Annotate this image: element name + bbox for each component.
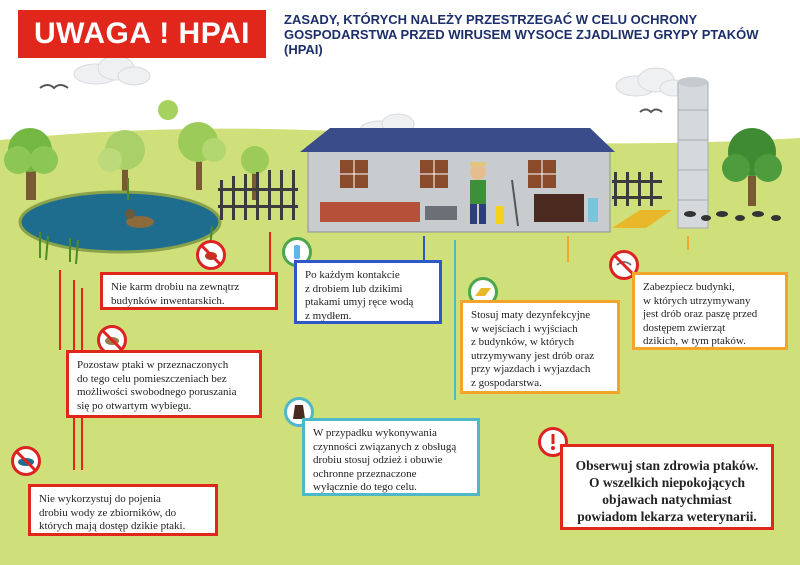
no-wild-water-icon (11, 446, 41, 476)
rule-line: objawach natychmiast (602, 492, 732, 507)
rule-line: z drobiem lub dzikimi (305, 282, 403, 295)
rule-secure-buildings (632, 272, 788, 350)
silo (678, 77, 708, 228)
warning-banner: UWAGA ! HPAI (18, 10, 266, 58)
rule-line: się po otwartym wybiegu. (77, 399, 192, 412)
rule-line: przy wjazdach i wyjazdach (471, 363, 591, 375)
rule-line: W przypadku wykonywania (313, 427, 437, 439)
rule-line: Stosuj maty dezynfekcyjne (471, 309, 591, 321)
rule-line: Nie wykorzystuj do pojenia (39, 493, 161, 505)
rule-wash-hands (294, 260, 442, 324)
rule-line: ptakami umyj ręce wodą (305, 296, 414, 308)
rule-line: dzikich, w tym ptaków. (643, 335, 746, 347)
rule-no-outdoor-feeding (100, 272, 278, 310)
rule-line: dostępem zwierząt (643, 321, 726, 334)
cloud-icon (74, 56, 688, 139)
rule-line: z budynków, w których (471, 336, 575, 348)
rule-observe-health (560, 444, 774, 530)
rule-line: Po każdym kontakcie (305, 269, 400, 281)
rule-line: Zabezpiecz budynki, (643, 281, 735, 293)
barn (300, 128, 615, 232)
rule-line: O wszelkich niepokojących (588, 475, 745, 490)
rule-line: w wejściach i wyjściach (471, 322, 578, 335)
pond (20, 192, 220, 252)
rule-line: drobiu wody ze zbiorników, do (39, 506, 177, 519)
rule-line: drobiu stosuj odzież i obuwie (313, 454, 443, 466)
rule-line: wyłącznie do tego celu. (313, 481, 417, 493)
rule-line: jest drób oraz paszę przed (643, 308, 758, 320)
page-title: ZASADY, KTÓRYCH NALEŻY PRZESTRZEGAĆ W CELU OCHRONY GOSPODARSTWA PRZED WIRUSEM WYSOCE ZJADLIWEJ GRYPY PTAKÓW (HPAI) (284, 12, 759, 57)
rule-protective-clothing (302, 418, 480, 496)
rule-keep-birds-indoors (66, 350, 262, 418)
rule-line: budynków inwentarskich. (111, 294, 225, 307)
rule-line: Obserwuj stan zdrowia ptaków. (575, 458, 759, 473)
rule-line: utrzymywany jest drób oraz (471, 349, 595, 362)
rule-line: Nie karm drobiu na zewnątrz (111, 281, 240, 293)
rule-line: w których utrzymywany (643, 294, 751, 307)
rule-line: z mydłem. (305, 309, 352, 322)
rule-no-wild-water (28, 484, 218, 536)
rule-line: powiadom lekarza weterynarii. (577, 509, 757, 524)
rule-line: Pozostaw ptaki w przeznaczonych (77, 359, 229, 371)
rule-line: czynności związanych z obsługą (313, 440, 457, 453)
rule-disinfection-mats (460, 300, 620, 394)
no-feeding-icon (196, 240, 226, 270)
rule-line: do tego celu pomieszczeniach bez (77, 372, 227, 385)
rule-line: możliwości swobodnego poruszania (77, 386, 237, 398)
rule-line: z gospodarstwa. (471, 376, 542, 389)
rule-line: ochronne przeznaczone (313, 467, 417, 480)
rule-line: których mają dostęp dzikie ptaki. (39, 520, 186, 532)
